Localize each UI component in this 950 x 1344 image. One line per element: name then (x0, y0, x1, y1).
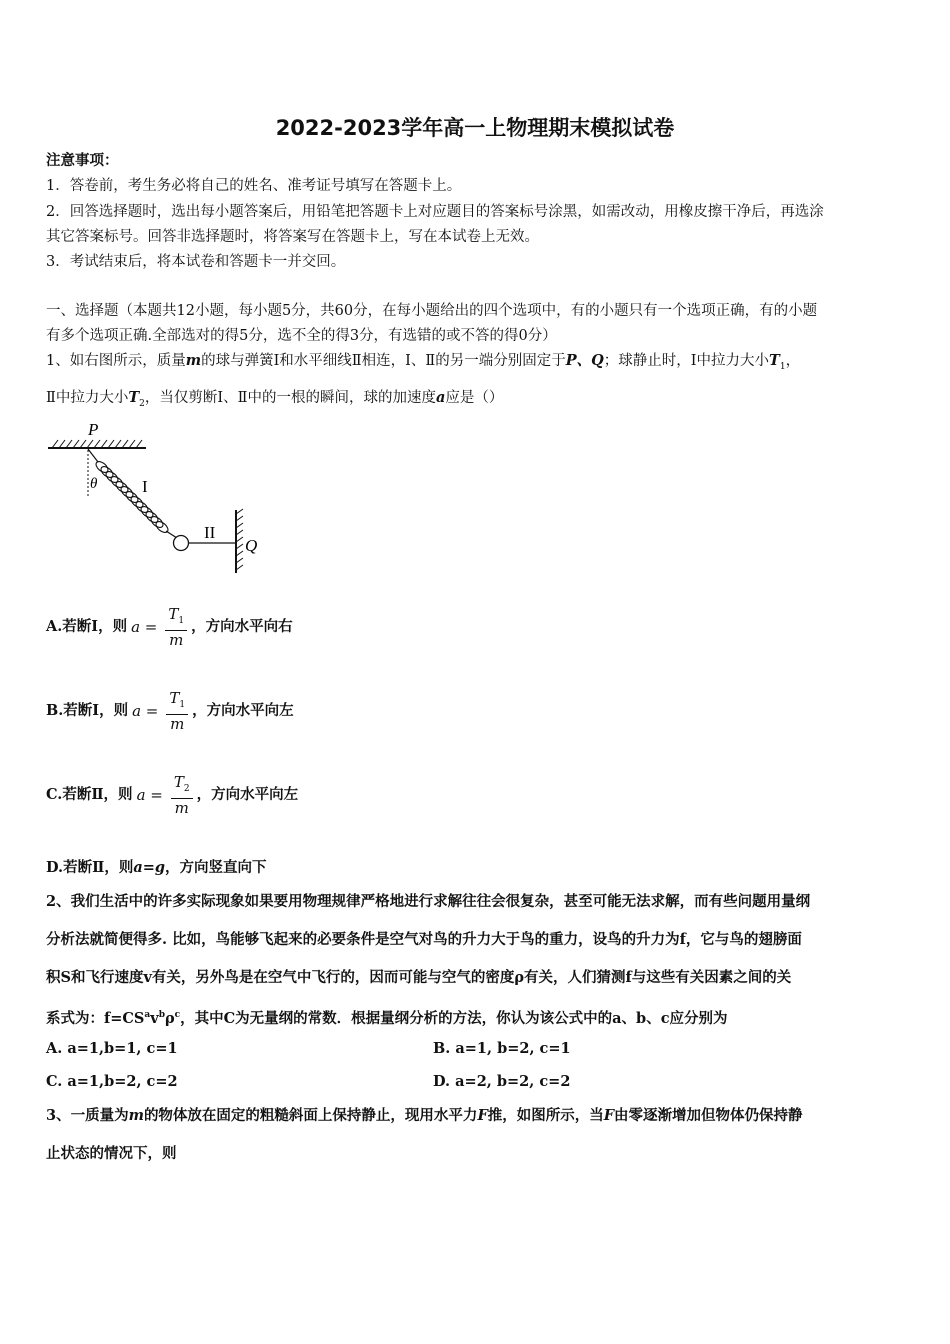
q1-option-c: C.若断Ⅱ，则 a = $\frac{T_2}{m}$ ，方向水平向左 (46, 773, 299, 817)
notice-item-1: 1．答卷前，考生务必将自己的姓名、准考证号填写在答题卡上。 (46, 178, 462, 194)
q3-line1: 3、一质量为m的物体放在固定的粗糙斜面上保持静止，现用水平力F推，如图所示，当F由零逐渐增加但物体仍保持静 (46, 1107, 803, 1124)
notice-item-2-cont: 其它答案标号。回答非选择题时，将答案写在答题卡上，写在本试卷上无效。 (46, 229, 539, 245)
q2-line3: 积S和飞行速度v有关，另外鸟是在空气中飞行的，因而可能与空气的密度ρ有关，人们猜测f与这些有关因素之间的关 (46, 969, 792, 986)
section-heading-line1: 一、选择题（本题共12小题，每小题5分，共60分，在每小题给出的四个选项中，有的小题只有一个选项正确，有的小题 (46, 303, 818, 319)
notice-heading: 注意事项： (46, 152, 119, 169)
q1-option-d: D.若断Ⅱ，则a=g，方向竖直向下 (46, 859, 267, 876)
notice-item-3: 3．考试结束后，将本试卷和答题卡一并交回。 (46, 254, 346, 270)
q2-option-c: C. a=1,b=2, c=2 (46, 1073, 178, 1090)
label-spring-i: I (142, 477, 148, 496)
q1-line1: 1、如右图所示，质量m的球与弹簧Ⅰ和水平细线Ⅱ相连，Ⅰ、Ⅱ的另一端分别固定于P、Q；球静止时，Ⅰ中拉力大小$T_1$， (46, 352, 801, 372)
section-heading-line2: 有多个选项正确.全部选对的得5分，选不全的得3分，有选错的或不答的得0分） (46, 328, 557, 344)
q2-line4: 系式为：$f=CS^av^b\rho^c$，其中C为无量纲的常数．根据量纲分析的方法，你认为该公式中的a、b、c应分别为 (46, 1009, 728, 1027)
q3-line2: 止状态的情况下，则 (46, 1145, 177, 1162)
page-title: 2022-2023学年高一上物理期末模拟试卷 (275, 116, 675, 140)
q2-line2: 分析法就简便得多. 比如，鸟能够飞起来的必要条件是空气对鸟的升力大于鸟的重力，设鸟的升力为f，它与鸟的翅膀面 (46, 931, 802, 948)
label-p: P (88, 420, 99, 439)
q1-line2: Ⅱ中拉力大小$T_2$，当仅剪断Ⅰ、Ⅱ中的一根的瞬间，球的加速度a应是（） (46, 389, 504, 409)
q1-option-b: B.若断Ⅰ，则 a = $\frac{T_1}{m}$ ，方向水平向左 (46, 689, 294, 733)
q2-option-b: B. a=1, b=2, c=1 (433, 1040, 571, 1057)
notice-item-2: 2．回答选择题时，选出每小题答案后，用铅笔把答题卡上对应题目的答案标号涂黑，如需改动，用橡皮擦干净后，再选涂 (46, 204, 824, 220)
label-q: Q (245, 536, 258, 555)
q2-option-a: A. a=1,b=1, c=1 (46, 1040, 178, 1057)
label-string-ii: II (204, 523, 216, 542)
q1-option-a: A.若断Ⅰ，则 a = $\frac{T_1}{m}$ ，方向水平向右 (46, 605, 293, 649)
q1-spring-figure (44, 418, 274, 582)
label-theta: θ (90, 476, 98, 492)
q2-line1: 2、我们生活中的许多实际现象如果要用物理规律严格地进行求解往往会很复杂，甚至可能无法求解，而有些问题用量纲 (46, 893, 811, 910)
q2-option-d: D. a=2, b=2, c=2 (433, 1073, 571, 1090)
